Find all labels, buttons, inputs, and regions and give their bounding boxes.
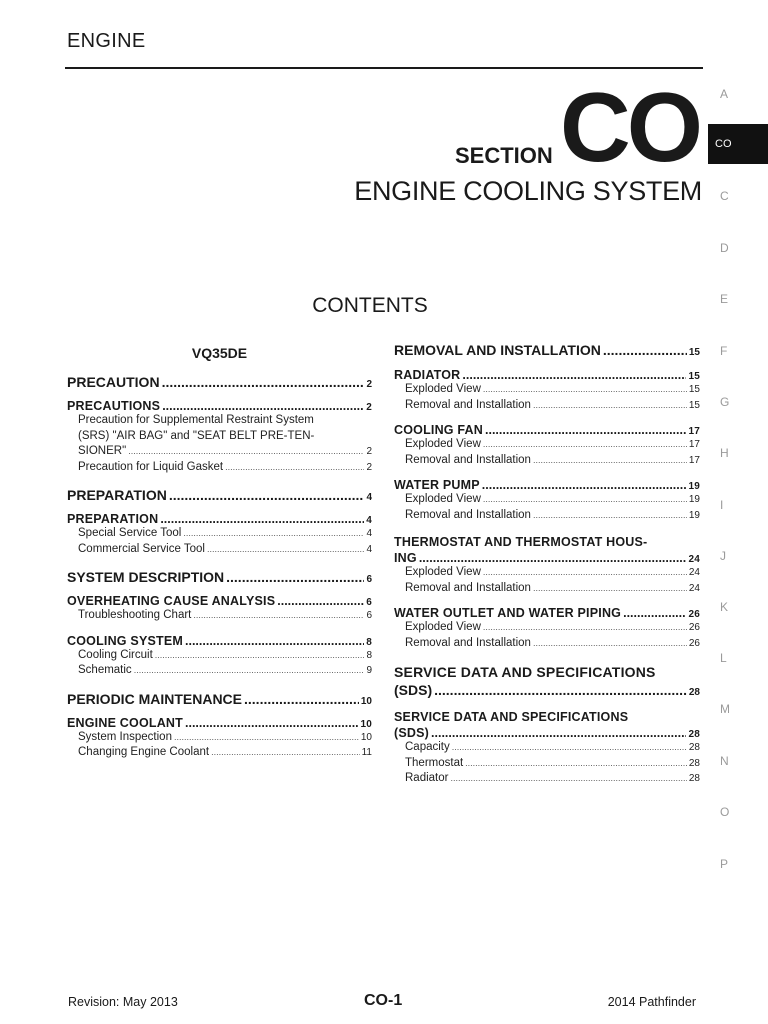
side-tab-h[interactable]: H	[720, 446, 729, 460]
toc-entry[interactable]: WATER OUTLET AND WATER PIPING ..... 26	[394, 606, 700, 620]
toc-entry[interactable]: Radiator ..... 28	[394, 771, 700, 787]
toc-entry[interactable]: Changing Engine Coolant ..... 11	[67, 745, 372, 761]
side-tab-d[interactable]: D	[720, 241, 729, 255]
side-tab-e[interactable]: E	[720, 292, 729, 306]
toc-entry[interactable]: ING ..... 24	[394, 551, 700, 565]
toc-entry-text[interactable]: SERVICE DATA AND SPECIFICATIONS	[394, 710, 629, 724]
header-title: ENGINE	[67, 30, 146, 52]
toc-entry[interactable]: PREPARATION ..... 4	[67, 512, 372, 526]
toc-entry[interactable]: Commercial Service Tool ..... 4	[67, 542, 372, 558]
toc-entry[interactable]: SYSTEM DESCRIPTION ..... 6	[67, 569, 372, 585]
footer-model: 2014 Pathfinder	[607, 995, 696, 1009]
toc-entry[interactable]: Capacity ..... 28	[394, 740, 700, 756]
toc-entry[interactable]: ENGINE COOLANT ..... 10	[67, 716, 372, 730]
side-tab-i[interactable]: I	[720, 498, 724, 512]
side-tab-j[interactable]: J	[720, 549, 726, 563]
toc-entry[interactable]: Exploded View ..... 19	[394, 492, 700, 508]
toc-entry[interactable]: Cooling Circuit ..... 8	[67, 648, 372, 664]
toc-entry[interactable]: COOLING SYSTEM ..... 8	[67, 634, 372, 648]
side-tab-l[interactable]: L	[720, 651, 727, 665]
toc-entry[interactable]: PREPARATION ..... 4	[67, 487, 372, 503]
toc-right-column	[394, 340, 700, 787]
section-code: CO	[560, 72, 699, 182]
side-tab-p[interactable]: P	[720, 857, 729, 871]
toc-entry-text[interactable]: THERMOSTAT AND THERMOSTAT HOUS-	[394, 535, 648, 549]
toc-entry[interactable]: Schematic ..... 9	[67, 663, 372, 679]
section-title: ENGINE COOLING SYSTEM	[354, 176, 702, 206]
side-tab-a[interactable]: A	[720, 87, 729, 101]
footer-revision: Revision: May 2013	[68, 995, 178, 1009]
toc-entry[interactable]: Precaution for Liquid Gasket ..... 2	[67, 460, 372, 476]
toc-entry[interactable]: (SDS) ..... 28	[394, 682, 700, 698]
side-tab-k[interactable]: K	[720, 600, 729, 614]
toc-entry[interactable]: Removal and Installation ..... 19	[394, 508, 700, 524]
toc-entry[interactable]: Exploded View ..... 24	[394, 565, 700, 581]
toc-entry[interactable]: Thermostat ..... 28	[394, 756, 700, 772]
toc-entry[interactable]: Troubleshooting Chart ..... 6	[67, 608, 372, 624]
side-tab-m[interactable]: M	[720, 702, 730, 716]
side-tab-o[interactable]: O	[720, 805, 730, 819]
side-tab-g[interactable]: G	[720, 395, 730, 409]
toc-entry[interactable]: Removal and Installation ..... 26	[394, 636, 700, 652]
side-tab-co[interactable]: CO	[708, 124, 768, 164]
toc-entry[interactable]: Exploded View ..... 15	[394, 382, 700, 398]
toc-entry-text[interactable]: SERVICE DATA AND SPECIFICATIONS	[394, 664, 656, 680]
toc-entry[interactable]: PRECAUTION ..... 2	[67, 374, 372, 390]
toc-entry[interactable]: System Inspection ..... 10	[67, 730, 372, 746]
toc-entry[interactable]: REMOVAL AND INSTALLATION ..... 15	[394, 342, 700, 358]
toc-entry[interactable]: Exploded View ..... 26	[394, 620, 700, 636]
toc-entry[interactable]: Removal and Installation ..... 24	[394, 581, 700, 597]
toc-entry[interactable]: COOLING FAN ..... 17	[394, 423, 700, 437]
footer-page-number: CO-1	[364, 992, 403, 1009]
header-rule	[65, 67, 703, 69]
side-tab-n[interactable]: N	[720, 754, 729, 768]
toc-entry[interactable]: PRECAUTIONS ..... 2	[67, 399, 372, 413]
side-tab-c[interactable]: C	[720, 189, 729, 203]
engine-model-heading: VQ35DE	[191, 345, 248, 361]
toc-entry[interactable]: PERIODIC MAINTENANCE ..... 10	[67, 691, 372, 707]
toc-entry[interactable]: (SDS) ..... 28	[394, 726, 700, 740]
toc-entry[interactable]: RADIATOR ..... 15	[394, 368, 700, 382]
toc-entry[interactable]: Special Service Tool ..... 4	[67, 526, 372, 542]
toc-entry[interactable]: WATER PUMP ..... 19	[394, 478, 700, 492]
toc-entry-text[interactable]: Precaution for Supplemental Restraint System	[78, 414, 314, 426]
toc-entry[interactable]: Removal and Installation ..... 15	[394, 398, 700, 414]
toc-entry[interactable]: SIONER" ..... 2	[67, 444, 372, 460]
toc-left-column	[67, 340, 372, 761]
section-label: SECTION	[455, 143, 553, 168]
toc-entry[interactable]: OVERHEATING CAUSE ANALYSIS ..... 6	[67, 594, 372, 608]
contents-title: CONTENTS	[312, 294, 428, 317]
toc-entry-text[interactable]: (SRS) "AIR BAG" and "SEAT BELT PRE-TEN-	[78, 429, 315, 442]
side-tab-index	[708, 70, 768, 890]
toc-entry[interactable]: Exploded View ..... 17	[394, 437, 700, 453]
side-tab-f[interactable]: F	[720, 344, 728, 358]
toc-entry[interactable]: Removal and Installation ..... 17	[394, 453, 700, 469]
